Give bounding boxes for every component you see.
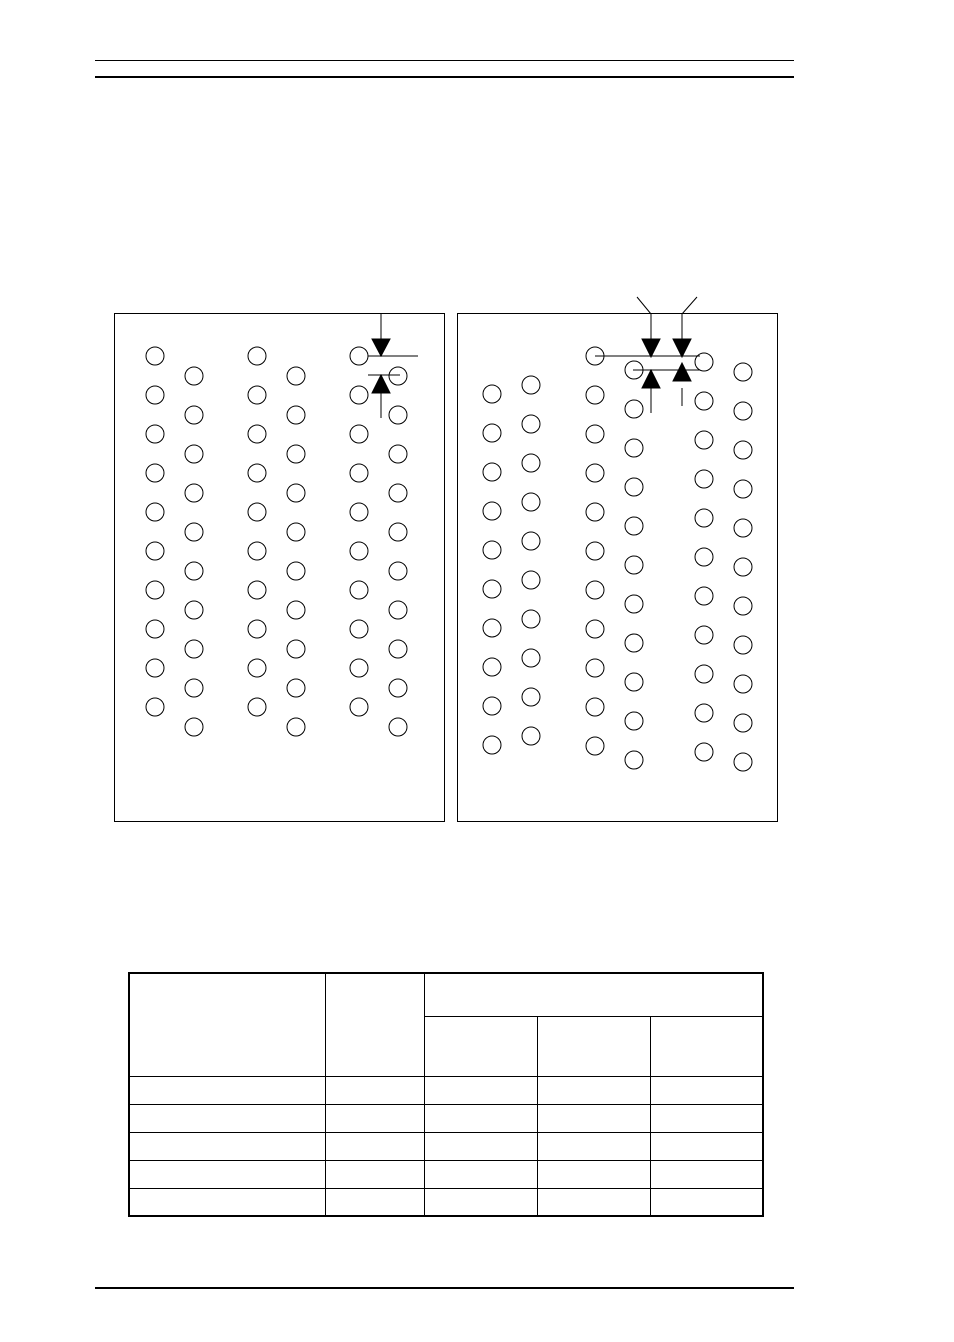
- nozzle-circle: [248, 542, 266, 560]
- nozzle-circle: [185, 718, 203, 736]
- nozzle-circle: [248, 620, 266, 638]
- nozzle-circle: [483, 580, 501, 598]
- nozzle-circle: [695, 509, 713, 527]
- nozzle-circle: [734, 519, 752, 537]
- nozzle-circle: [389, 601, 407, 619]
- nozzle-circle: [522, 493, 540, 511]
- table-cell: [325, 1160, 424, 1188]
- nozzle-circle: [248, 659, 266, 677]
- pitch-indicator-left: [368, 314, 418, 418]
- nozzle-circle: [350, 347, 368, 365]
- nozzle-circle: [248, 464, 266, 482]
- table-cell: [537, 1076, 650, 1104]
- nozzle-panel-right: [458, 314, 778, 822]
- nozzle-circle: [586, 542, 604, 560]
- nozzle-circle: [586, 386, 604, 404]
- nozzle-circle: [586, 464, 604, 482]
- nozzle-circle: [350, 659, 368, 677]
- nozzle-circle: [734, 480, 752, 498]
- nozzle-circle: [350, 425, 368, 443]
- spec-table: [128, 972, 764, 1217]
- nozzle-circle: [695, 626, 713, 644]
- nozzle-circle: [389, 445, 407, 463]
- table-header-cell: [650, 1016, 763, 1076]
- table-cell: [424, 1104, 537, 1132]
- nozzle-circle: [185, 640, 203, 658]
- table-cell: [650, 1132, 763, 1160]
- nozzle-circle: [185, 562, 203, 580]
- nozzle-circle: [695, 743, 713, 761]
- nozzle-panel-left: [115, 314, 445, 822]
- nozzle-circle: [350, 698, 368, 716]
- nozzle-circle: [146, 503, 164, 521]
- nozzle-circle: [695, 470, 713, 488]
- table-cell: [537, 1160, 650, 1188]
- table-cell: [537, 1132, 650, 1160]
- nozzle-circle: [146, 425, 164, 443]
- nozzle-group-right: [483, 347, 752, 771]
- nozzle-circle: [287, 601, 305, 619]
- nozzle-circle: [483, 385, 501, 403]
- nozzle-circle: [625, 556, 643, 574]
- nozzle-circle: [350, 581, 368, 599]
- nozzle-circle: [586, 659, 604, 677]
- table-row: [129, 1132, 763, 1160]
- table-cell: [325, 1132, 424, 1160]
- nozzle-circle: [625, 478, 643, 496]
- table-cell: [650, 1076, 763, 1104]
- nozzle-circle: [483, 541, 501, 559]
- nozzle-circle: [389, 679, 407, 697]
- nozzle-circle: [287, 562, 305, 580]
- nozzle-circle: [248, 503, 266, 521]
- nozzle-circle: [185, 406, 203, 424]
- nozzle-circle: [389, 523, 407, 541]
- table-row: [129, 1076, 763, 1104]
- table-cell: [129, 1132, 325, 1160]
- nozzle-circle: [287, 640, 305, 658]
- nozzle-circle: [734, 558, 752, 576]
- nozzle-circle: [586, 425, 604, 443]
- nozzle-circle: [522, 727, 540, 745]
- nozzle-circle: [695, 704, 713, 722]
- table-header-cell: [537, 1016, 650, 1076]
- nozzle-circle: [146, 464, 164, 482]
- nozzle-circle: [734, 597, 752, 615]
- nozzle-circle: [389, 562, 407, 580]
- table-cell: [424, 1132, 537, 1160]
- nozzle-circle: [287, 679, 305, 697]
- nozzle-circle: [350, 386, 368, 404]
- table-header-cell: [325, 973, 424, 1076]
- nozzle-circle: [483, 463, 501, 481]
- nozzle-circle: [522, 649, 540, 667]
- nozzle-circle: [185, 679, 203, 697]
- nozzle-circle: [146, 542, 164, 560]
- nozzle-circle: [350, 542, 368, 560]
- nozzle-circle: [287, 523, 305, 541]
- table-header-cell: [424, 973, 763, 1016]
- table-cell: [424, 1188, 537, 1216]
- nozzle-circle: [248, 425, 266, 443]
- nozzle-circle: [625, 673, 643, 691]
- nozzle-circle: [522, 376, 540, 394]
- nozzle-circle: [248, 698, 266, 716]
- nozzle-circle: [695, 392, 713, 410]
- nozzle-circle: [185, 484, 203, 502]
- nozzle-circle: [483, 697, 501, 715]
- nozzle-circle: [287, 718, 305, 736]
- nozzle-circle: [695, 548, 713, 566]
- nozzle-circle: [287, 406, 305, 424]
- nozzle-circle: [625, 751, 643, 769]
- nozzle-circle: [248, 386, 266, 404]
- table-header-row-1: [129, 973, 763, 1016]
- nozzle-circle: [389, 640, 407, 658]
- table-cell: [129, 1160, 325, 1188]
- table-cell: [537, 1188, 650, 1216]
- nozzle-circle: [483, 736, 501, 754]
- nozzle-circle: [287, 367, 305, 385]
- pitch-indicator-right: [595, 297, 700, 413]
- nozzle-circle: [734, 675, 752, 693]
- table-cell: [325, 1104, 424, 1132]
- table-cell: [650, 1160, 763, 1188]
- nozzle-circle: [695, 431, 713, 449]
- nozzle-circle: [350, 503, 368, 521]
- nozzle-circle: [350, 464, 368, 482]
- nozzle-circle: [625, 517, 643, 535]
- nozzle-circle: [146, 581, 164, 599]
- nozzle-circle: [522, 571, 540, 589]
- table-cell: [129, 1188, 325, 1216]
- table-cell: [537, 1104, 650, 1132]
- table-cell: [325, 1188, 424, 1216]
- table-cell: [650, 1188, 763, 1216]
- nozzle-circle: [734, 363, 752, 381]
- table-row: [129, 1104, 763, 1132]
- nozzle-circle: [522, 454, 540, 472]
- nozzle-circle: [185, 445, 203, 463]
- nozzle-circle: [625, 400, 643, 418]
- nozzle-circle: [389, 406, 407, 424]
- nozzle-circle: [185, 601, 203, 619]
- table-cell: [129, 1104, 325, 1132]
- nozzle-circle: [389, 484, 407, 502]
- table-header-cell: [424, 1016, 537, 1076]
- nozzle-circle: [586, 620, 604, 638]
- nozzle-circle: [146, 347, 164, 365]
- table-cell: [424, 1076, 537, 1104]
- nozzle-circle: [146, 659, 164, 677]
- nozzle-circle: [185, 523, 203, 541]
- table-cell: [424, 1160, 537, 1188]
- nozzle-circle: [287, 484, 305, 502]
- nozzle-circle: [522, 532, 540, 550]
- nozzle-circle: [248, 581, 266, 599]
- nozzle-circle: [350, 620, 368, 638]
- table-row: [129, 1188, 763, 1216]
- nozzle-circle: [734, 402, 752, 420]
- nozzle-group-left: [146, 347, 407, 736]
- nozzle-circle: [625, 595, 643, 613]
- table-cell: [325, 1076, 424, 1104]
- nozzle-circle: [625, 712, 643, 730]
- nozzle-circle: [586, 698, 604, 716]
- nozzle-circle: [483, 658, 501, 676]
- nozzle-circle: [522, 688, 540, 706]
- footer-rule: [95, 1287, 794, 1289]
- nozzle-circle: [146, 620, 164, 638]
- nozzle-circle: [734, 636, 752, 654]
- nozzle-circle: [146, 698, 164, 716]
- nozzle-circle: [146, 386, 164, 404]
- nozzle-circle: [389, 367, 407, 385]
- nozzle-circle: [625, 439, 643, 457]
- nozzle-circle: [734, 753, 752, 771]
- table-header-cell: [129, 973, 325, 1076]
- table-cell: [650, 1104, 763, 1132]
- nozzle-circle: [586, 581, 604, 599]
- nozzle-circle: [695, 587, 713, 605]
- nozzle-circle: [389, 718, 407, 736]
- nozzle-circle: [695, 665, 713, 683]
- nozzle-circle: [483, 424, 501, 442]
- nozzle-circle: [734, 714, 752, 732]
- nozzle-circle: [287, 445, 305, 463]
- nozzle-circle: [522, 415, 540, 433]
- nozzle-circle: [734, 441, 752, 459]
- nozzle-circle: [483, 619, 501, 637]
- nozzle-circle: [625, 634, 643, 652]
- nozzle-circle: [185, 367, 203, 385]
- table-row: [129, 1160, 763, 1188]
- table-cell: [129, 1076, 325, 1104]
- nozzle-circle: [522, 610, 540, 628]
- nozzle-circle: [248, 347, 266, 365]
- nozzle-circle: [483, 502, 501, 520]
- nozzle-circle: [586, 737, 604, 755]
- nozzle-circle: [586, 503, 604, 521]
